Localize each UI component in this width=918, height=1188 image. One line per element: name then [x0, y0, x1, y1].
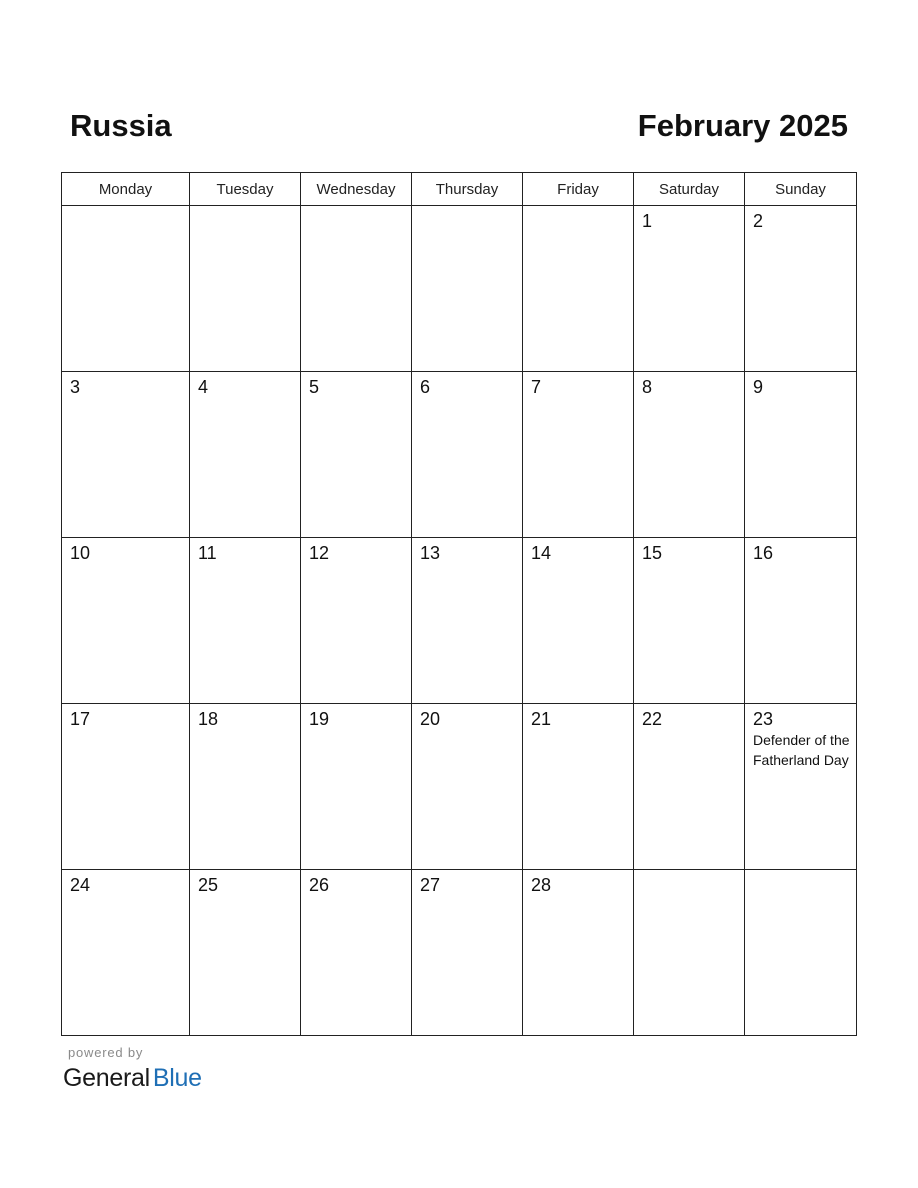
- brand-name-part1: General: [63, 1064, 150, 1092]
- week-row: [62, 372, 857, 538]
- weekday-header: Sunday: [745, 173, 857, 206]
- weekday-header: Saturday: [634, 173, 745, 206]
- day-cell: [523, 870, 634, 1036]
- day-number: 27: [420, 875, 441, 895]
- brand-name-part2: Blue: [152, 1064, 202, 1092]
- day-cell: [190, 372, 301, 538]
- day-number: [634, 870, 744, 875]
- day-cell: [190, 206, 301, 372]
- country-title: Russia: [70, 108, 172, 143]
- day-number: 23: [753, 709, 774, 729]
- weekday-header: Tuesday: [190, 173, 301, 206]
- day-number: 8: [642, 377, 653, 397]
- day-cell: [62, 372, 190, 538]
- day-number: 4: [198, 377, 209, 397]
- day-number: 11: [198, 543, 217, 563]
- day-cell: [62, 870, 190, 1036]
- day-number: 24: [70, 875, 91, 895]
- weekday-header-row: [62, 173, 857, 206]
- day-cell: [301, 372, 412, 538]
- day-cell: [62, 704, 190, 870]
- day-cell: [301, 538, 412, 704]
- month-year-title: February 2025: [637, 108, 848, 143]
- day-number: 22: [642, 709, 663, 729]
- day-cell: [745, 538, 857, 704]
- day-cell: [62, 206, 190, 372]
- day-number: [745, 870, 856, 875]
- day-number: 18: [198, 709, 219, 729]
- day-cell: [301, 206, 412, 372]
- day-cell: [301, 870, 412, 1036]
- day-number: 15: [642, 543, 663, 563]
- day-number: [190, 206, 300, 211]
- day-cell: [412, 870, 523, 1036]
- day-cell: [412, 206, 523, 372]
- holiday-label: Defender of the Fatherland Day: [753, 732, 850, 768]
- day-number: 6: [420, 377, 431, 397]
- day-number: 19: [309, 709, 330, 729]
- day-number: [62, 206, 189, 211]
- day-number: [301, 206, 411, 211]
- weekday-header: Wednesday: [301, 173, 412, 206]
- day-number: 28: [531, 875, 552, 895]
- week-row: [62, 206, 857, 372]
- day-cell: [523, 206, 634, 372]
- day-cell: [412, 538, 523, 704]
- day-cell-holiday: [745, 704, 857, 870]
- day-cell: [634, 870, 745, 1036]
- week-row: [62, 538, 857, 704]
- day-cell: [745, 870, 857, 1036]
- day-number: [523, 206, 633, 211]
- generalblue-logo[interactable]: [63, 1062, 202, 1094]
- day-number: 21: [531, 709, 552, 729]
- day-number: 2: [753, 211, 764, 231]
- day-cell: [62, 538, 190, 704]
- day-cell: [412, 704, 523, 870]
- day-number: 12: [309, 543, 330, 563]
- day-number: [412, 206, 522, 211]
- weekday-header: Thursday: [412, 173, 523, 206]
- day-number: 16: [753, 543, 774, 563]
- day-number: 1: [642, 211, 653, 231]
- week-row: [62, 704, 857, 870]
- day-cell: [190, 870, 301, 1036]
- day-cell: [412, 372, 523, 538]
- day-number: 7: [531, 377, 542, 397]
- day-cell: [634, 704, 745, 870]
- day-cell: [634, 206, 745, 372]
- day-number: 13: [420, 543, 441, 563]
- day-cell: [745, 372, 857, 538]
- calendar-header: [70, 104, 848, 148]
- day-number: 3: [70, 377, 81, 397]
- calendar-grid: [61, 172, 857, 1036]
- day-number: 17: [70, 709, 91, 729]
- day-number: 20: [420, 709, 441, 729]
- day-number: 14: [531, 543, 552, 563]
- day-number: 10: [70, 543, 91, 563]
- weekday-header: Monday: [62, 173, 190, 206]
- day-number: 5: [309, 377, 320, 397]
- day-cell: [301, 704, 412, 870]
- day-cell: [190, 704, 301, 870]
- day-cell: [634, 538, 745, 704]
- weekday-header: Friday: [523, 173, 634, 206]
- day-number: 9: [753, 377, 764, 397]
- day-cell: [190, 538, 301, 704]
- day-number: 26: [309, 875, 330, 895]
- day-cell: [523, 372, 634, 538]
- day-cell: [523, 704, 634, 870]
- week-row: [62, 870, 857, 1036]
- day-number: 25: [198, 875, 219, 895]
- day-cell: [745, 206, 857, 372]
- powered-by-text: powered by: [68, 1045, 144, 1060]
- day-cell: [523, 538, 634, 704]
- day-cell: [634, 372, 745, 538]
